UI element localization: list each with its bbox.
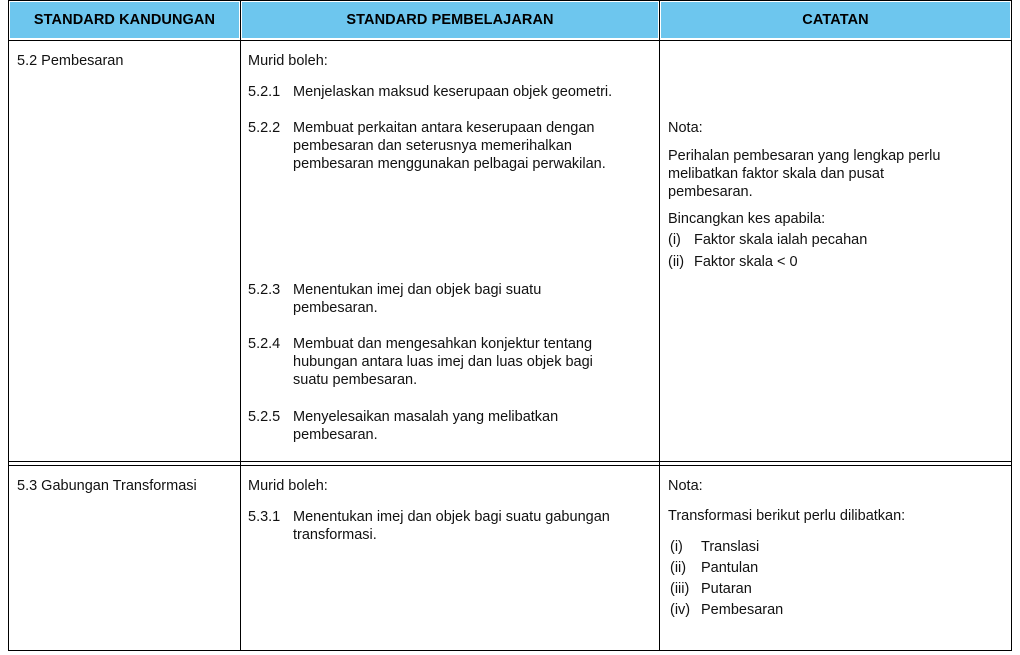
notes-lead: Transformasi berikut perlu dilibatkan: [668,508,906,524]
item-number: 5.3.1 [248,509,281,525]
item-line: pembesaran. [293,300,378,316]
case-marker: (ii) [668,254,685,270]
header-divider [8,40,1012,41]
list-marker: (iv) [670,602,691,618]
item-line: pembesaran. [293,427,378,443]
notes-paragraph [668,147,940,201]
case-text: Faktor skala ialah pecahan [694,232,868,248]
item-number: 5.2.1 [248,84,281,100]
list-marker: (i) [670,539,683,555]
item-line: transformasi. [293,527,377,543]
item-line: Membuat perkaitan antara keserupaan dengan [293,120,595,136]
notes-line: pembesaran. [668,184,753,200]
list-text: Pembesaran [701,602,784,618]
list-text: Pantulan [701,560,759,576]
notes-title: Nota: [668,120,703,136]
item-line: hubungan antara luas imej dan luas objek bagi [293,354,593,370]
header-standard-pembelajaran: STANDARD PEMBELAJARAN [242,2,658,38]
item-line: Menjelaskan maksud keserupaan objek geometri. [293,84,613,100]
item-number: 5.2.2 [248,120,281,136]
item-number: 5.2.5 [248,409,281,425]
item-number: 5.2.3 [248,282,281,298]
learning-intro: Murid boleh: [248,478,328,494]
item-text [293,281,541,317]
item-line: Membuat dan mengesahkan konjektur tentang [293,336,593,352]
content-standard-5-2: 5.2 Pembesaran [17,53,124,69]
item-text [293,335,593,389]
row-divider-upper [8,461,1012,462]
case-text: Faktor skala < 0 [694,254,798,270]
header-catatan: CATATAN [661,2,1010,38]
list-text: Putaran [701,581,752,597]
table-border-bottom [8,650,1012,651]
case-marker: (i) [668,232,681,248]
content-standard-5-3: 5.3 Gabungan Transformasi [17,478,197,494]
item-text [293,508,610,544]
item-line: pembesaran dan seterusnya memerihalkan [293,138,572,154]
notes-line: melibatkan faktor skala dan pusat [668,166,885,182]
item-line: Menentukan imej dan objek bagi suatu [293,282,542,298]
item-line: pembesaran menggunakan pelbagai perwakilan. [293,156,606,172]
list-marker: (ii) [670,560,687,576]
list-marker: (iii) [670,581,690,597]
row-divider-lower [8,465,1012,466]
table-border-top [8,0,1012,1]
item-text [293,408,558,444]
notes-line: Perihalan pembesaran yang lengkap perlu [668,148,941,164]
column-divider-1 [240,0,241,651]
header-standard-kandungan: STANDARD KANDUNGAN [10,2,239,38]
item-line: Menentukan imej dan objek bagi suatu gabungan [293,509,610,525]
item-number: 5.2.4 [248,336,281,352]
item-text [293,119,606,173]
notes-title: Nota: [668,478,703,494]
column-divider-2 [659,0,660,651]
list-text: Translasi [701,539,760,555]
notes-lead: Bincangkan kes apabila: [668,211,826,227]
item-line: Menyelesaikan masalah yang melibatkan [293,409,559,425]
item-text [293,83,612,101]
table-border-left [8,0,9,651]
item-line: suatu pembesaran. [293,372,418,388]
table-border-right [1011,0,1012,651]
learning-intro: Murid boleh: [248,53,328,69]
